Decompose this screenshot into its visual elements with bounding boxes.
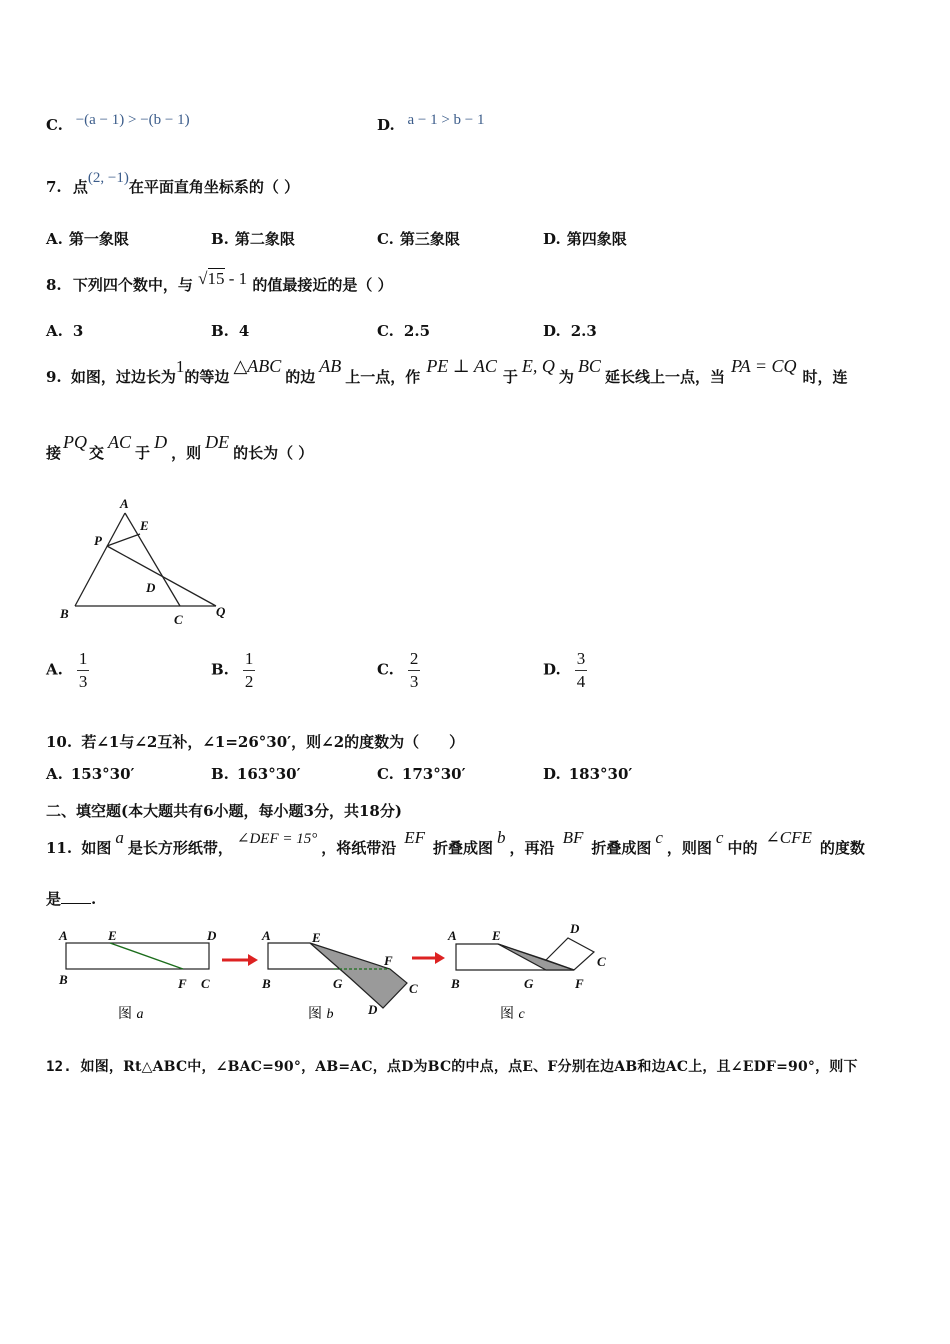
math: EF (404, 828, 426, 847)
label-e: E (108, 928, 117, 943)
q10-option-a[interactable] (46, 765, 135, 783)
option-letter: D. (543, 660, 561, 679)
option-letter: C. (377, 322, 394, 340)
math: 1 (175, 357, 185, 376)
question-text: 中的 (727, 839, 758, 857)
question-text: 交 (89, 444, 105, 462)
label-b: B (451, 976, 460, 991)
question-text: 的度数 (819, 839, 865, 857)
option-text: 163°30′ (236, 765, 301, 783)
label-a: A (262, 928, 271, 943)
question-number: 11. (46, 839, 73, 857)
label-e: E (492, 928, 501, 943)
option-letter: C. (377, 765, 394, 783)
denominator: 4 (576, 672, 586, 691)
question-text: 的长为（ ） (233, 444, 314, 462)
question-text: 于 (135, 444, 151, 462)
question-text: 下列四个数中，与 (72, 276, 193, 294)
math: c (655, 828, 663, 847)
q10-option-b[interactable] (211, 765, 301, 783)
label-d: D (368, 1002, 378, 1017)
label-c: C (201, 976, 210, 991)
question-text: 若∠1与∠2互补，∠1=26°30′，则∠2的度数为（ ） (81, 733, 465, 751)
option-expression: −(a − 1) > −(b − 1) (75, 112, 190, 128)
option-letter: A. (46, 322, 63, 340)
option-text: 3 (72, 322, 84, 340)
math: BC (577, 356, 601, 376)
question-text: 折叠成图 (433, 839, 494, 857)
question-text: ，将纸带沿 (321, 839, 397, 857)
numerator: 1 (77, 648, 90, 671)
question-text: . (91, 890, 97, 908)
question-11-line-2 (46, 888, 96, 909)
q9-triangle-figure (50, 490, 250, 630)
q7-option-b[interactable] (211, 228, 295, 249)
option-letter: B. (211, 765, 229, 783)
label-f: F (575, 976, 584, 991)
question-text: ，则 (171, 444, 202, 462)
option-letter: A. (46, 660, 63, 679)
point-coordinates: (2, −1) (87, 170, 129, 186)
label-b: B (59, 972, 68, 987)
option-text: 第一象限 (68, 230, 129, 248)
question-7 (46, 170, 300, 197)
math: AC (108, 432, 132, 452)
question-text: 如图 (81, 839, 112, 857)
q10-option-c[interactable] (377, 765, 466, 783)
math: DE (205, 432, 230, 452)
option-letter: D. (543, 322, 561, 340)
label-c: C (409, 981, 418, 996)
question-text: 如图，过边长为 (70, 368, 176, 386)
q9-option-a[interactable] (46, 648, 89, 693)
math: ∠CFE (765, 828, 812, 847)
question-text: 在平面直角坐标系的（ ） (128, 178, 300, 196)
label-p: P (94, 533, 102, 548)
question-12 (46, 1056, 858, 1076)
question-text: 为 (558, 368, 574, 386)
option-text: 153°30′ (70, 765, 135, 783)
question-number: 10. (46, 733, 73, 751)
q8-option-b[interactable] (211, 322, 249, 340)
label-g: G (524, 976, 534, 991)
label-f: F (384, 953, 393, 968)
question-text: ，再沿 (509, 839, 555, 857)
option-letter: B. (211, 660, 229, 679)
numerator: 1 (243, 648, 256, 671)
answer-blank[interactable] (61, 889, 91, 904)
math: AB (319, 356, 342, 376)
sqrt-expression (198, 269, 247, 288)
question-text: ，则图 (666, 839, 712, 857)
numerator: 2 (408, 648, 421, 671)
math: D (154, 432, 168, 452)
q8-option-c[interactable] (377, 322, 430, 340)
question-text: 上一点，作 (345, 368, 421, 386)
math: a (115, 828, 124, 847)
option-letter: C. (46, 116, 63, 134)
math: PQ (63, 432, 88, 452)
red-arrow-icon (222, 954, 258, 966)
question-text: 时，连 (802, 368, 848, 386)
option-letter: A. (46, 230, 63, 248)
option-text: 183°30′ (568, 765, 633, 783)
side-ab (75, 513, 125, 606)
option-text: 173°30′ (401, 765, 466, 783)
q9-option-b[interactable] (211, 648, 255, 693)
paper-strip (66, 943, 209, 969)
option-letter: B. (211, 230, 229, 248)
question-text: 如图，Rt△ABC中，∠BAC=90°，AB=AC，点D为BC的中点，点E、F分别在边AB和边AC上，且∠EDF=90°，则下 (80, 1059, 858, 1075)
question-text: 于 (502, 368, 518, 386)
option-letter: B. (211, 322, 229, 340)
q9-option-c[interactable] (377, 648, 420, 693)
option-expression: a − 1 > b − 1 (407, 112, 485, 128)
option-letter: D. (543, 230, 561, 248)
option-letter: D. (543, 765, 561, 783)
q8-option-d[interactable] (543, 322, 597, 340)
figure-caption: 图 c (500, 1006, 525, 1022)
question-number: 12. (46, 1059, 72, 1075)
option-text: 第三象限 (399, 230, 460, 248)
label-b: B (262, 976, 271, 991)
option-letter: A. (46, 765, 63, 783)
math: ∠DEF = 15° (236, 831, 318, 847)
question-text: 是 (46, 890, 62, 908)
q6-option-c[interactable] (46, 110, 190, 134)
question-text: 折叠成图 (591, 839, 652, 857)
fraction (243, 648, 256, 693)
math: BF (562, 828, 584, 847)
option-text: 4 (238, 322, 250, 340)
math: PA = CQ (730, 356, 797, 376)
q7-option-d[interactable] (543, 228, 627, 249)
label-q: Q (216, 604, 226, 619)
option-text: 第二象限 (234, 230, 295, 248)
radicand: 15 (207, 269, 225, 288)
question-10 (46, 731, 464, 752)
q8-option-a[interactable] (46, 322, 83, 340)
figure-caption: 图 a (118, 1006, 144, 1022)
label-e: E (140, 518, 149, 533)
question-text: 接 (46, 444, 62, 462)
option-letter: C. (377, 660, 394, 679)
label-b: B (60, 606, 69, 621)
q7-option-c[interactable] (377, 228, 460, 249)
math: PE ⊥ AC (426, 356, 497, 376)
label-c: C (174, 612, 183, 627)
label-g: G (333, 976, 343, 991)
denominator: 3 (409, 672, 419, 691)
option-text: 第四象限 (566, 230, 627, 248)
option-text: 2.5 (403, 322, 431, 340)
numerator: 3 (575, 648, 588, 671)
label-d: D (146, 580, 156, 595)
label-d: D (570, 921, 580, 936)
minus-one: - 1 (228, 269, 248, 288)
figure-a (58, 928, 217, 1022)
q9-option-d[interactable] (543, 648, 587, 693)
question-number: 9. (46, 368, 62, 386)
question-11-line-1 (46, 828, 865, 858)
figure-c (447, 921, 606, 1022)
q7-option-a[interactable] (46, 228, 129, 249)
question-8 (46, 269, 393, 295)
q10-option-d[interactable] (543, 765, 632, 783)
question-text: 点 (72, 178, 88, 196)
math: b (497, 828, 506, 847)
segment-pq (107, 546, 216, 606)
option-letter: D. (377, 116, 395, 134)
label-f: F (178, 976, 187, 991)
math: △ABC (233, 356, 282, 376)
q6-option-d[interactable] (377, 110, 485, 134)
denominator: 3 (78, 672, 88, 691)
sqrt-icon: √ (198, 269, 208, 288)
fraction (408, 648, 421, 693)
question-text: 是长方形纸带， (127, 839, 233, 857)
label-a: A (59, 928, 68, 943)
figure-b (261, 928, 418, 1022)
label-e: E (312, 930, 321, 945)
red-arrow-icon (412, 952, 445, 964)
label-d: D (207, 928, 217, 943)
option-letter: C. (377, 230, 394, 248)
question-text: 的等边 (184, 368, 230, 386)
figure-caption: 图 b (308, 1006, 334, 1022)
segment-pe (107, 534, 140, 546)
fraction (575, 648, 588, 693)
q11-figure-strip (50, 918, 630, 1028)
question-number: 8. (46, 276, 62, 294)
question-number: 7. (46, 178, 62, 196)
math: c (715, 828, 724, 847)
question-text: 的值最接近的是（ ） (252, 276, 393, 294)
question-9-line-1 (46, 356, 848, 387)
question-9-line-2 (46, 432, 314, 463)
fold-line-ef (110, 943, 183, 969)
label-a: A (448, 928, 457, 943)
question-text: 延长线上一点，当 (604, 368, 725, 386)
denominator: 2 (244, 672, 254, 691)
math: E, Q (521, 356, 555, 376)
option-text: 2.3 (570, 322, 597, 340)
label-a: A (120, 496, 129, 511)
label-c: C (597, 954, 606, 969)
section-heading: 二、填空题(本大题共有6小题，每小题3分，共18分) (46, 802, 402, 820)
fraction (77, 648, 90, 693)
question-text: 的边 (285, 368, 316, 386)
